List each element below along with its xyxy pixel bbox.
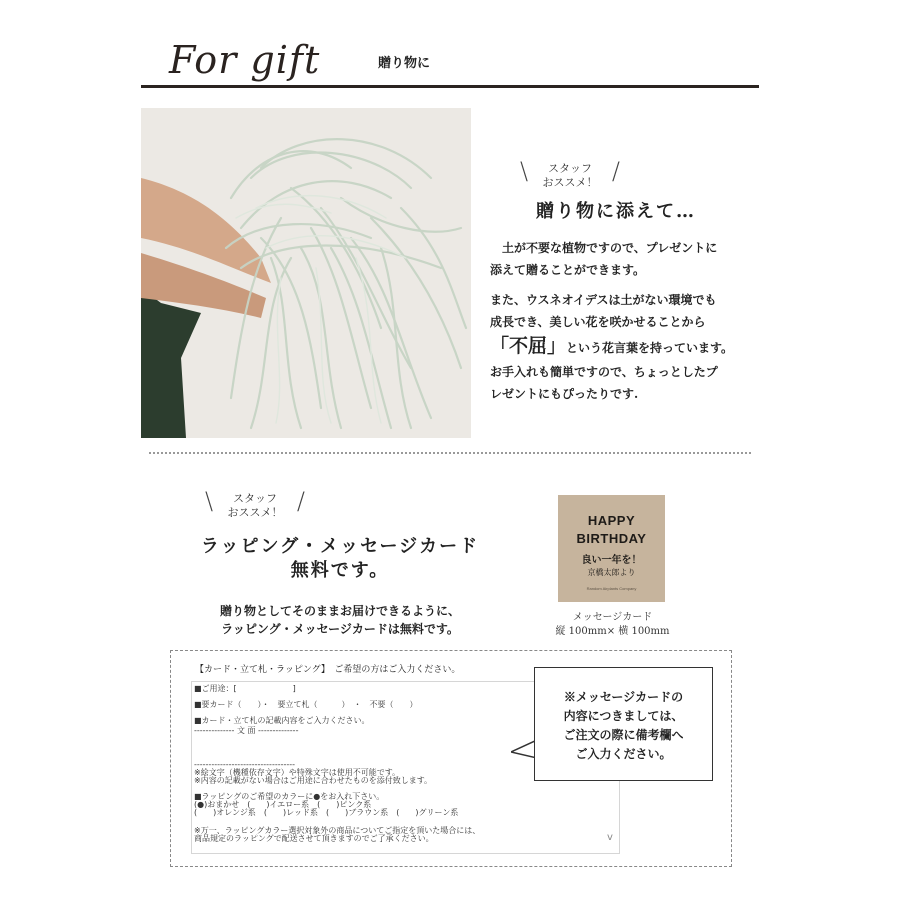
slash-decoration-icon: /: [296, 487, 305, 515]
page-header: [141, 38, 759, 90]
para1-line1: 土が不要な植物ですので、プレゼントに: [502, 241, 718, 255]
plant-photo: [141, 108, 471, 438]
form-line: ■カード・立て札の記載内容をご入力ください。: [194, 716, 370, 725]
section-divider: [149, 452, 751, 454]
air-plant-illustration: [141, 108, 471, 438]
wrapping-heading-line1: ラッピング・メッセージカード: [200, 536, 480, 557]
header-subtitle: 贈り物に: [378, 56, 431, 71]
form-line: -------------- 文 面 --------------: [194, 726, 299, 735]
para1-line2: 添えて贈ることができます。: [490, 263, 646, 277]
staff-recommend-tag: [520, 157, 620, 190]
form-line: (●)おまかせ ( )イエロー系 ( )ピンク系: [194, 800, 372, 809]
recommend-line1: スタッフ: [233, 492, 277, 505]
staff-recommend-tag: [205, 487, 305, 520]
para2-line2: 成長でき、美しい花を咲かせることから: [490, 315, 706, 329]
note-line4: ご入力ください。: [575, 747, 672, 761]
slash-decoration-icon: /: [611, 157, 620, 185]
card-line1: HAPPY: [587, 513, 636, 528]
form-line: ■要カード（ ）・ 要立て札（ ） ・ 不要（ ）: [194, 700, 418, 709]
chevron-down-icon[interactable]: v: [607, 832, 613, 843]
card-line2: BIRTHDAY: [576, 531, 647, 546]
wrapping-body-line1: 贈り物としてそのままお届けできるように、: [219, 604, 460, 618]
note-line1: ※メッセージカードの: [563, 690, 684, 704]
card-line4: 京橋太郎より: [587, 568, 636, 577]
recommend-line2: おススメ！: [227, 506, 283, 519]
gift-paragraph-1: [490, 237, 740, 281]
recommend-line1: スタッフ: [548, 162, 592, 175]
slash-decoration-icon: \: [520, 157, 529, 185]
card-line5: Random Airplants Company: [586, 586, 637, 591]
para2-line4: お手入れも簡単ですので、ちょっとしたプ: [490, 365, 718, 379]
note-line2: 内容につきましては、: [563, 709, 684, 723]
message-card-note: [534, 667, 713, 781]
form-line: -----------------------------------: [194, 760, 296, 769]
form-line: ※内容の記載がない場合はご用途に合わせたものを添付致します。: [194, 776, 433, 785]
para2-line1: また、ウスネオイデスは土がない環境でも: [490, 293, 717, 307]
wrapping-heading-line2: 無料です。: [290, 560, 390, 581]
note-line3: ご注文の際に備考欄へ: [563, 728, 684, 742]
message-card-caption: [545, 611, 680, 639]
recommend-line2: おススメ！: [542, 176, 598, 189]
card-caption-line2: 縦 100mm× 横 100mm: [555, 626, 670, 637]
gift-heading: 贈り物に添えて…: [536, 201, 696, 222]
form-line: ■ご用途：[ ]: [194, 684, 296, 693]
wrapping-heading: [185, 535, 495, 583]
script-title: For gift: [169, 38, 321, 82]
form-line: ■ラッピングのご希望のカラーに●をお入れ下さい。: [194, 792, 385, 801]
message-card-sample: [558, 495, 665, 602]
card-line3: 良い一年を！: [581, 555, 642, 566]
form-line: ( )オレンジ系 ( )レッド系 ( )ブラウン系 ( )グリーン系: [194, 808, 459, 817]
gift-paragraph-2: [490, 289, 740, 405]
form-line: ※絵文字（機種依存文字）や特殊文字は使用不可能です。: [194, 768, 401, 777]
slash-decoration-icon: \: [205, 487, 214, 515]
header-divider: [141, 85, 759, 88]
form-line: 商品規定のラッピングで配送させて頂きますのでご了承ください。: [194, 834, 434, 843]
order-form-header: 【カード・立て札・ラッピング】 ご希望の方はご入力ください。: [195, 665, 461, 675]
para2-line3: という花言葉を持っています。: [566, 341, 734, 355]
card-caption-line1: メッセージカード: [572, 612, 653, 623]
wrapping-body: [185, 602, 495, 638]
form-line: ※万一、ラッピングカラー選択対象外の商品についてご指定を頂いた場合には、: [194, 826, 481, 835]
wrapping-body-line2: ラッピング・メッセージカードは無料です。: [221, 622, 459, 636]
flower-word-emphasis: 「不屈」: [490, 335, 567, 357]
para2-line5: レゼントにもぴったりです.: [490, 387, 639, 401]
